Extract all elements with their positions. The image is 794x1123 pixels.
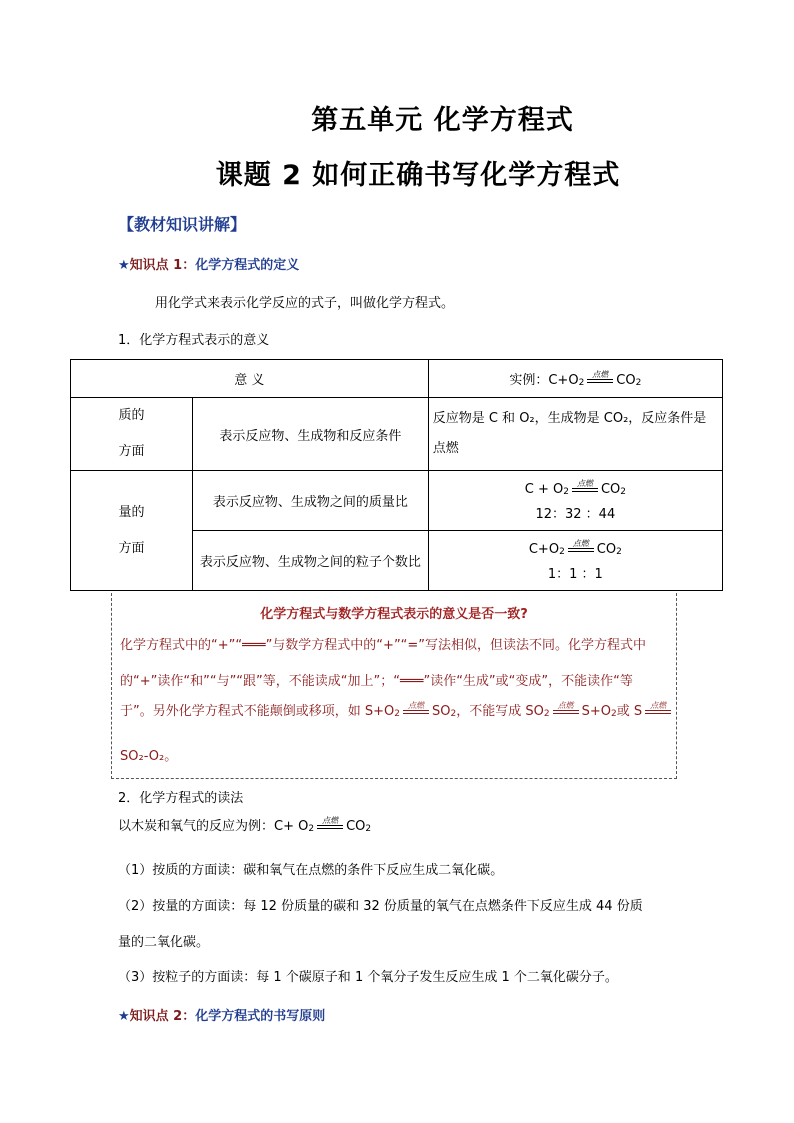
- quant-label: 量的 方面: [71, 471, 193, 591]
- reaction-arrow: 点燃: [317, 817, 343, 834]
- qual-example: 反应物是 C 和 O₂，生成物是 CO₂，反应条件是 点燃: [428, 398, 722, 471]
- knowledge-point-2: [118, 1005, 325, 1024]
- mass-example: C + O 2 点燃 CO 2 12：32 ：44: [428, 471, 722, 531]
- table-header-row: [71, 360, 723, 398]
- qual-desc: 表示反应物、生成物和反应条件: [192, 398, 428, 471]
- star-icon: ★: [118, 1009, 130, 1024]
- table-row: [71, 471, 723, 531]
- note-line-3: 于”。另外化学方程式不能颠倒或移项，如 S+O $_2$ 点燃 SO 2 ，不能写成 SO $_2$ 点燃 S+O 2 或 S 点燃: [120, 700, 674, 719]
- kp-label: 知识点 2：: [129, 1009, 196, 1024]
- star-icon: ★: [118, 258, 130, 273]
- reaction-arrow: 点燃: [553, 702, 579, 719]
- reaction-arrow: 点燃: [568, 540, 594, 557]
- reading-particle: （3）按粒子的方面读：每 1 个碳原子和 1 个氧分子发生反应生成 1 个二氧化碳分子。: [118, 970, 618, 985]
- particle-desc: 表示反应物、生成物之间的粒子个数比: [192, 531, 428, 591]
- reaction-arrow: 点燃: [587, 371, 613, 388]
- definition-text: 用化学式来表示化学反应的式子，叫做化学方程式。: [155, 296, 455, 311]
- subheading-meaning: 1．化学方程式表示的意义: [118, 333, 270, 348]
- lesson-title: 课题 2 如何正确书写化学方程式: [215, 160, 621, 191]
- mass-desc: 表示反应物、生成物之间的质量比: [192, 471, 428, 531]
- subheading-reading: 2．化学方程式的读法: [118, 791, 244, 806]
- header-meaning: 意 义: [71, 360, 429, 398]
- note-line-2: 的“+”读作“和”“与”“跟”等，不能读成“加上”；“═══”读作“生成”或“变成”，不能读作“等: [120, 674, 633, 689]
- reaction-arrow: 点燃: [645, 702, 671, 719]
- kp-name: 化学方程式的书写原则: [195, 1009, 326, 1024]
- note-line-1: 化学方程式中的“+”“═══”与数学方程式中的“+”“=”写法相似，但读法不同。化学方程式中: [120, 638, 647, 653]
- meaning-table: [70, 359, 723, 591]
- reading-quantity-line1: （2）按量的方面读：每 12 份质量的碳和 32 份质量的氧气在点燃条件下反应生成 44 份质: [118, 899, 643, 914]
- header-example: 实例：C+O $_2$ 点燃 CO 2: [428, 360, 722, 398]
- particle-example: C+O 2 点燃 CO 2 1：1 ：1: [428, 531, 722, 591]
- note-line-4: SO₂-O₂。: [120, 749, 178, 764]
- example-intro: 以木炭和氧气的反应为例：C+ O $_2$ 点燃 CO 2: [118, 816, 372, 834]
- reading-quantity-line2: 量的二氧化碳。: [118, 935, 210, 950]
- reaction-arrow: 点燃: [403, 702, 429, 719]
- qual-label: 质的 方面: [71, 398, 193, 471]
- section-heading: 【教材知识讲解】: [118, 215, 247, 234]
- note-title: 化学方程式与数学方程式表示的意义是否一致?: [260, 607, 528, 622]
- kp-name: 化学方程式的定义: [195, 258, 300, 273]
- reaction-arrow: 点燃: [572, 480, 598, 497]
- kp-label: 知识点 1：: [129, 258, 196, 273]
- knowledge-point-1: [118, 254, 299, 273]
- note-box: [111, 593, 677, 779]
- unit-title: 第五单元 化学方程式: [311, 105, 574, 136]
- table-row: [71, 398, 723, 471]
- reading-quality: （1）按质的方面读：碳和氧气在点燃的条件下反应生成二氧化碳。: [118, 863, 504, 878]
